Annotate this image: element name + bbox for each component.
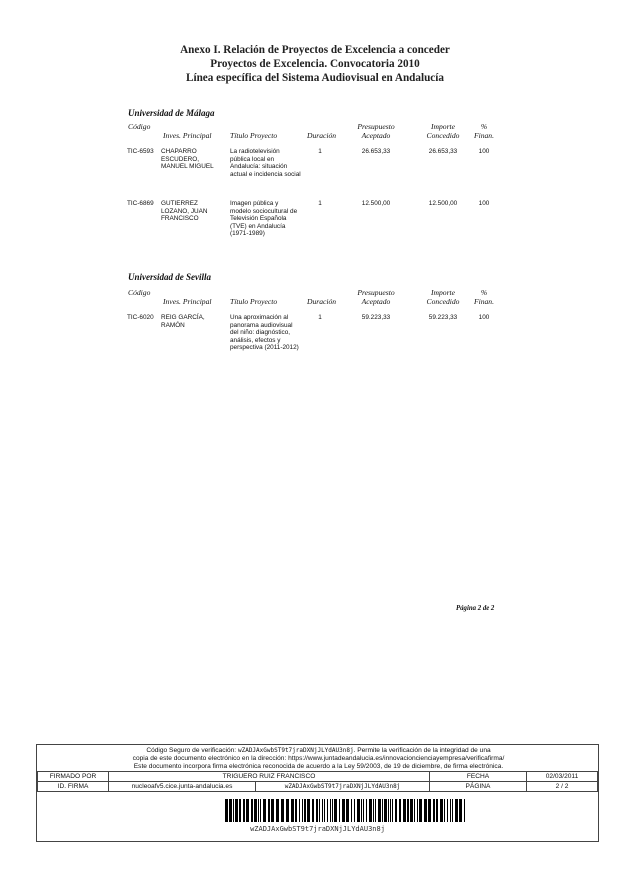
duration: 1 [318, 200, 322, 207]
budget: 12.500,00 [361, 200, 391, 207]
col-header-duration: Duración [307, 131, 337, 140]
investigator: REIG GARCÍA, RAMÓN [161, 314, 205, 329]
barcode-bar [258, 799, 259, 822]
barcode-bar [302, 799, 303, 822]
barcode-bar [243, 799, 245, 822]
barcode-bar [403, 799, 406, 822]
barcode-bar [455, 799, 458, 822]
verification-line-3: Este documento incorpora firma electrónica reconocida de acuerdo a la Ley 59/2003, de 19 de diciembre, de firma electrónica. [133, 763, 504, 770]
barcode-bar [276, 799, 279, 822]
duration: 1 [318, 148, 322, 155]
id-firma-value: nucleoafv5.cice.junta-andalucia.es [109, 782, 256, 792]
col-header-percent: % Finan. [473, 288, 495, 306]
col-header-budget: Presupuesto Aceptado [357, 288, 395, 306]
col-header-investigator: Inves. Principal [163, 297, 212, 306]
col-header-codigo: Código [128, 288, 151, 297]
budget: 26.653,33 [361, 148, 391, 155]
barcode-bar [271, 799, 274, 822]
project-code: TIC-6593 [127, 148, 154, 155]
barcode-bar [392, 799, 393, 822]
barcode-bar [459, 799, 462, 822]
table-row [0, 314, 630, 359]
percent: 100 [478, 148, 490, 155]
duration: 1 [318, 314, 322, 321]
barcode-bar [235, 799, 238, 822]
barcode-bar [433, 799, 435, 822]
barcode-bar [390, 799, 391, 822]
project-title: La radiotelevisión pública local en Andalucía: situación actual e incidencia social [230, 148, 301, 178]
granted: 12.500,00 [428, 200, 458, 207]
barcode-bar [424, 799, 427, 822]
title-line-3: Línea específica del Sistema Audiovisual en Andalucía [186, 72, 444, 84]
barcode-bar [417, 799, 418, 822]
barcode-bar [332, 799, 333, 822]
barcode-bar [410, 799, 413, 822]
col-header-title: Título Proyecto [230, 297, 278, 306]
col-header-codigo: Código [128, 122, 151, 131]
university-heading-malaga: Universidad de Málaga [128, 108, 215, 118]
barcode-bar [399, 799, 401, 822]
barcode-bar [375, 799, 376, 822]
investigator: GUTIERREZ LOZANO, JUAN FRANCISCO [161, 200, 208, 223]
page-number: Página 2 de 2 [456, 605, 495, 612]
col-header-investigator: Inves. Principal [163, 131, 212, 140]
barcode-bar [225, 799, 228, 822]
fecha-value: 02/03/2011 [527, 772, 598, 782]
signature-table [37, 771, 598, 792]
id-firma-label: ID. FIRMA [38, 782, 109, 792]
barcode-bar [263, 799, 266, 822]
barcode-bar [327, 799, 328, 822]
pagina-value: 2 / 2 [527, 782, 598, 792]
col-header-granted: Importe Concedido [426, 122, 460, 140]
granted: 26.653,33 [428, 148, 458, 155]
barcode-bar [339, 799, 340, 822]
barcode-bar [354, 799, 355, 822]
project-code: TIC-6020 [127, 314, 154, 321]
barcode-bar [388, 799, 389, 822]
pagina-label: PÁGINA [430, 782, 527, 792]
barcode-bar [246, 799, 249, 822]
verification-code-cell: wZADJAxGwbST9t7jraDXNjJLYdAU3n8j [256, 782, 430, 792]
barcode-bar [316, 799, 318, 822]
barcode-bar [440, 799, 443, 822]
barcode-bar [307, 799, 310, 822]
project-code: TIC-6869 [127, 200, 154, 207]
barcode-bar [378, 799, 381, 822]
barcode-bar [281, 799, 284, 822]
investigator: CHAPARRO ESCUDERO, MANUEL MIGUEL [161, 148, 214, 171]
barcode-bar [395, 799, 397, 822]
barcode-bar [312, 799, 314, 822]
project-title: Imagen pública y modelo sociocultural de Televisión Española (TVE) en Andalucía (1971-1989) [230, 200, 298, 238]
barcode-bar [254, 799, 257, 822]
title-line-1: Anexo I. Relación de Proyectos de Excelencia a conceder [180, 44, 450, 56]
verification-line-2: copia de este documento electrónico en la dirección: https://www.juntadeandalucia.es/innovacioncienciayempresa/verificafirma/ [132, 755, 505, 762]
table-row [0, 148, 630, 188]
barcode-bar [436, 799, 438, 822]
barcode-bar [286, 799, 289, 822]
barcode-bar [447, 799, 448, 822]
barcode-bar [304, 799, 306, 822]
barcode-bar [366, 799, 367, 822]
barcode-bar [322, 799, 323, 822]
barcode-bar [444, 799, 445, 822]
barcode-text: wZADJAxGwbST9t7jraDXNjJLYdAU3n8j [250, 825, 385, 833]
university-heading-sevilla: Universidad de Sevilla [128, 272, 211, 282]
barcode-bar [384, 799, 387, 822]
barcode-bar [363, 799, 364, 822]
barcode-bar [295, 799, 297, 822]
barcode-bar [428, 799, 431, 822]
table-row [0, 200, 630, 245]
barcode-bar [342, 799, 345, 822]
budget: 59.223,33 [361, 314, 391, 321]
barcode-bar [334, 799, 337, 822]
barcode-bar [346, 799, 349, 822]
barcode-bar [361, 799, 362, 822]
granted: 59.223,33 [428, 314, 458, 321]
barcode-bar [251, 799, 253, 822]
verification-line-1: Código Seguro de verificación: wZADJAxGwbST9t7jraDXNjJLYdAU3n8j. Permite la verificación de la integridad de una [146, 747, 491, 754]
barcode-bar [319, 799, 320, 822]
verification-footer [36, 744, 599, 842]
barcode-bar [369, 799, 372, 822]
barcode-bar [464, 799, 465, 822]
title-line-2: Proyectos de Excelencia. Convocatoria 2010 [210, 58, 420, 70]
col-header-granted: Importe Concedido [426, 288, 460, 306]
barcode-bar [260, 799, 261, 822]
barcode-bar [330, 799, 331, 822]
barcode-bar [407, 799, 409, 822]
col-header-duration: Duración [307, 297, 337, 306]
percent: 100 [478, 314, 490, 321]
barcode-bar [452, 799, 453, 822]
barcode-bar [419, 799, 422, 822]
barcode-bar [450, 799, 451, 822]
barcode-bar [324, 799, 325, 822]
barcode-bar [239, 799, 241, 822]
barcode-bar [229, 799, 232, 822]
barcode-image [225, 799, 467, 822]
fecha-label: FECHA [430, 772, 527, 782]
barcode-bar [351, 799, 352, 822]
barcode-bar [357, 799, 360, 822]
barcode-bar [373, 799, 374, 822]
project-title: Una aproximación al panorama audiovisual del niño: diagnóstico, análisis, efectos y perspectiva (2011-2012) [230, 314, 299, 352]
barcode-bar [414, 799, 415, 822]
barcode-bar [233, 799, 234, 822]
verification-code: wZADJAxGwbST9t7jraDXNjJLYdAU3n8j [237, 747, 354, 754]
barcode-bar [268, 799, 270, 822]
col-header-percent: % Finan. [473, 122, 495, 140]
percent: 100 [478, 200, 490, 207]
barcode-bar [382, 799, 383, 822]
firmado-label: FIRMADO POR [38, 772, 109, 782]
col-header-budget: Presupuesto Aceptado [357, 122, 395, 140]
col-header-title: Título Proyecto [230, 131, 278, 140]
firmado-value: TRIGUERO RUIZ FRANCISCO [109, 772, 430, 782]
barcode-bar [299, 799, 300, 822]
barcode-bar [291, 799, 294, 822]
